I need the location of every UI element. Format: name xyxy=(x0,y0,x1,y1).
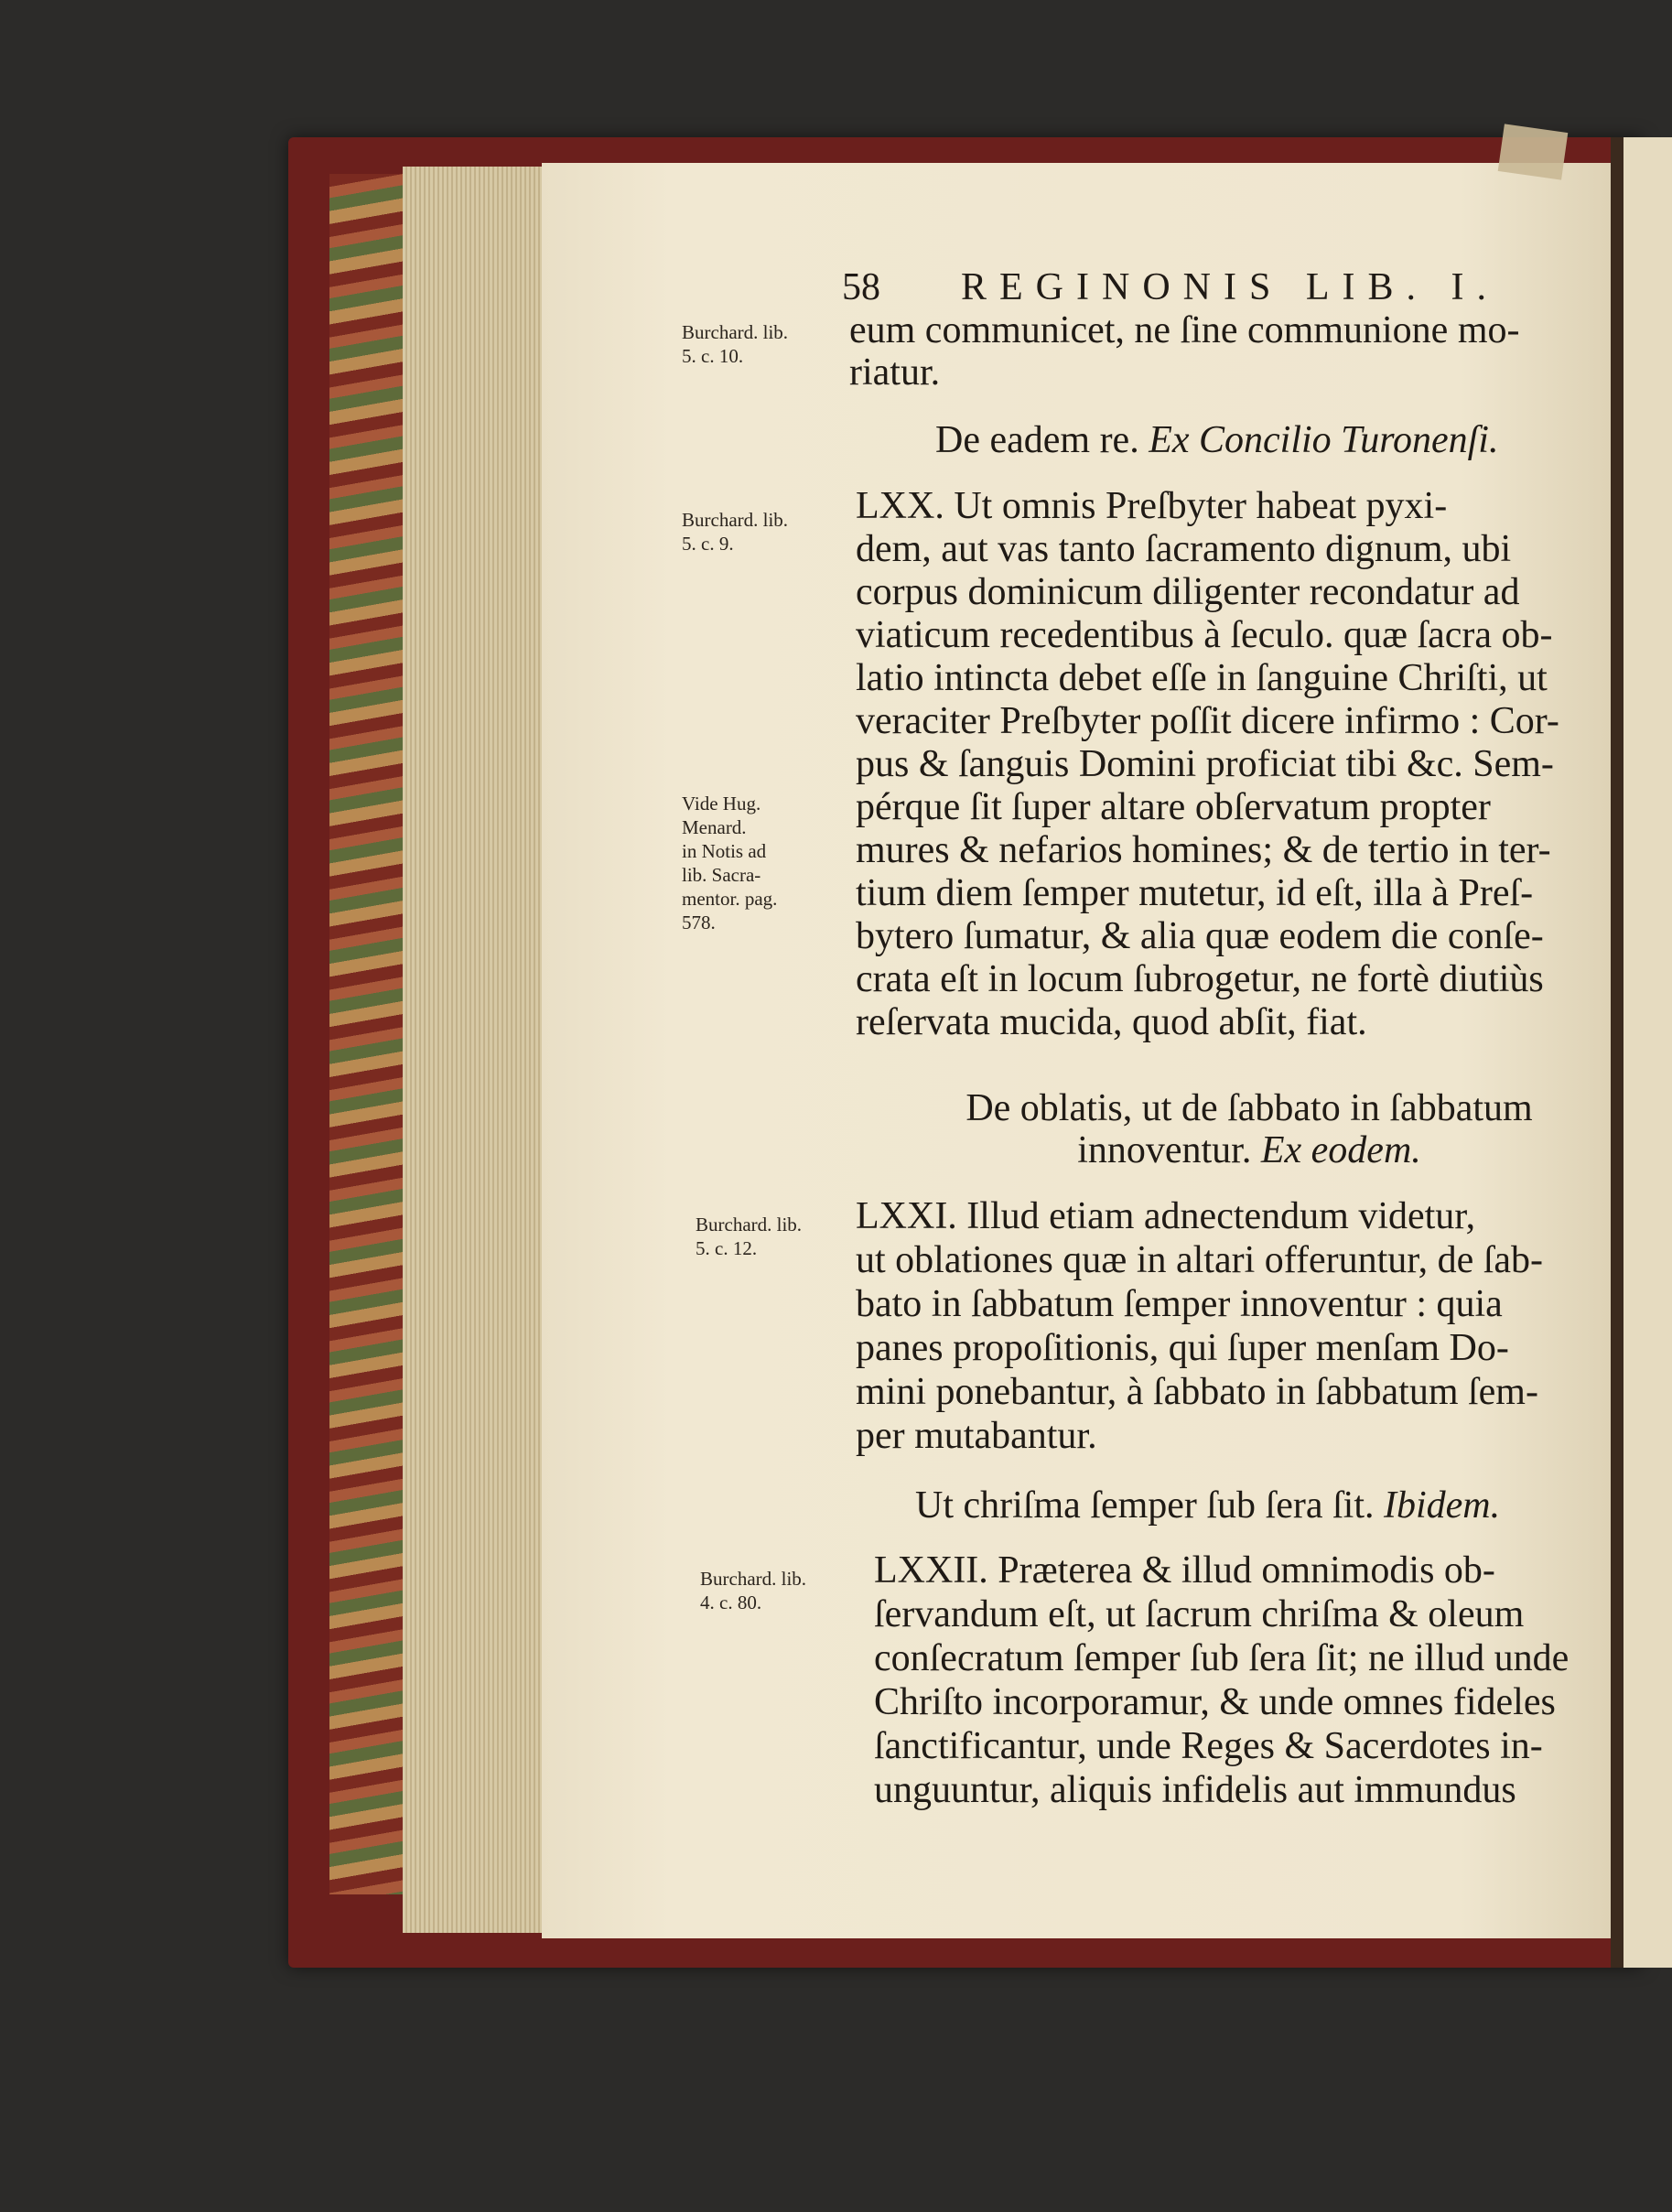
page-edges xyxy=(403,167,551,1933)
section-heading: De eadem re. Ex Concilio Turonenſi. xyxy=(935,419,1499,461)
paragraph: LXXI. Illud etiam adnectendum videtur, ut oblationes quæ in altari offeruntur, de ſab- bato in ſabbatum ſemper innoventur : quia panes propoſitionis, qui ſuper menſam Do- mini ponebantur, à ſabbato in ſabbatum ſem- per mutabantur. xyxy=(856,1195,1544,1457)
margin-note: Vide Hug. Menard. in Notis ad lib. Sacra- mentor. pag. 578. xyxy=(682,793,778,933)
paragraph: eum communicet, ne ſine communione mo- riatur. xyxy=(849,309,1520,394)
paragraph: LXX. Ut omnis Preſbyter habeat pyxi- dem, aut vas tanto ſacramento dignum, ubi corpus dominicum diligenter recondatur ad viaticum recedentibus à ſeculo. quæ ſacra ob- latio intincta debet eſſe in ſanguine Chriſti, ut veraciter Preſbyter poſſit dicere infirmo : Cor- pus & ſanguis Domini proficiat tibi &c. Sem- pérque ſit ſuper altare obſervatum propter mures & nefarios homines; & de tertio in ter- tium diem ſemper mutetur, id eſt, illa à Preſ- bytero ſumatur, & alia quæ eodem die conſe- crata eſt in locum ſubrogetur, ne fortè diutiùs reſervata mucida, quod abſit, fiat. xyxy=(856,485,1559,1043)
marbled-endpaper xyxy=(329,174,412,1894)
right-page-edge xyxy=(1611,137,1672,1968)
running-head: REGINONIS LIB. I. xyxy=(961,266,1499,308)
margin-note: Burchard. lib. 4. c. 80. xyxy=(700,1568,807,1613)
section-heading: De oblatis, ut de ſabbato in ſabbatum innoventur. Ex eodem. xyxy=(965,1087,1533,1171)
margin-note: Burchard. lib. 5. c. 10. xyxy=(682,321,789,367)
ribbon-marker xyxy=(1498,124,1569,179)
paragraph: LXXII. Præterea & illud omnimodis ob- ſervandum eſt, ut ſacrum chriſma & oleum conſecratum ſemper ſub ſera ſit; ne illud unde Chriſto incorporamur, & unde omnes fideles ſanctificantur, unde Reges & Sacerdotes in- unguuntur, aliquis infidelis aut immundus xyxy=(874,1549,1570,1811)
margin-note: Burchard. lib. 5. c. 9. xyxy=(682,509,789,555)
section-heading: Ut chriſma ſemper ſub ſera ſit. Ibidem. xyxy=(915,1484,1501,1527)
margin-note: Burchard. lib. 5. c. 12. xyxy=(696,1214,803,1259)
page-number: 58 xyxy=(842,266,880,308)
